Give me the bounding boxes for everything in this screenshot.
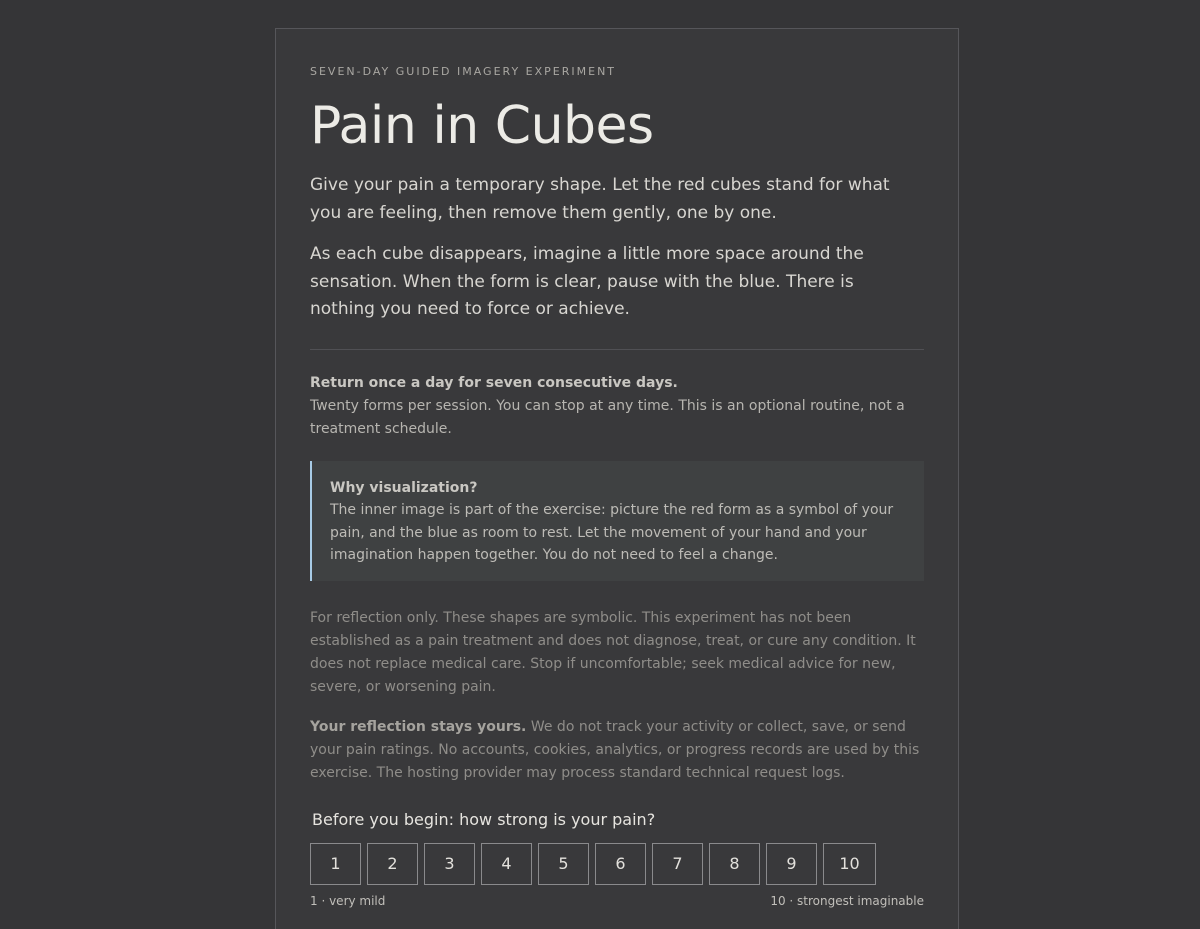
callout-body: The inner image is part of the exercise: picture the red form as a symbol of your pain, and the blue as room to rest. Let the movement of your hand and your imagination happen together. You do not need to feel a change. bbox=[330, 502, 894, 563]
schedule-note bbox=[310, 372, 924, 441]
pain-rating-button-10[interactable]: 10 bbox=[823, 843, 876, 885]
eyebrow-label: SEVEN-DAY GUIDED IMAGERY EXPERIMENT bbox=[310, 65, 617, 78]
schedule-heading: Return once a day for seven consecutive days. bbox=[310, 374, 678, 391]
visualization-callout bbox=[310, 461, 924, 581]
disclaimer-text: For reflection only. These shapes are symbolic. This experiment has not been established as a pain treatment and does not diagnose, treat, or cure any condition. It does not replace medical care. Stop if uncomfortable; seek medical advice for new, severe, or worsening pain. bbox=[310, 609, 916, 695]
pain-rating-button-5[interactable]: 5 bbox=[538, 843, 589, 885]
pain-rating-button-1[interactable]: 1 bbox=[310, 843, 361, 885]
rating-low-label: 1 · very mild bbox=[310, 893, 386, 908]
privacy-body: We do not track your activity or collect, save, or send your pain ratings. No accounts, cookies, analytics, or progress records are used by this exercise. The hosting provider may process standard technical request logs. bbox=[310, 718, 920, 781]
pain-rating-button-8[interactable]: 8 bbox=[709, 843, 760, 885]
pain-rating-button-4[interactable]: 4 bbox=[481, 843, 532, 885]
pain-rating-button-2[interactable]: 2 bbox=[367, 843, 418, 885]
page-title: Pain in Cubes bbox=[310, 96, 654, 156]
pain-rating-button-9[interactable]: 9 bbox=[766, 843, 817, 885]
section-divider bbox=[310, 349, 924, 350]
privacy-heading: Your reflection stays yours. bbox=[310, 718, 527, 735]
callout-heading: Why visualization? bbox=[330, 479, 478, 496]
schedule-body: Twenty forms per session. You can stop at any time. This is an optional routine, not a treatment schedule. bbox=[310, 397, 905, 437]
rating-scale-legend bbox=[310, 894, 924, 908]
intro-paragraph-2: As each cube disappears, imagine a little more space around the sensation. When the form is clear, pause with the blue. There is nothing you need to force or achieve. bbox=[310, 244, 864, 319]
pain-rating-button-3[interactable]: 3 bbox=[424, 843, 475, 885]
pain-rating-button-6[interactable]: 6 bbox=[595, 843, 646, 885]
intro-paragraph-1: Give your pain a temporary shape. Let the red cubes stand for what you are feeling, then remove them gently, one by one. bbox=[310, 175, 890, 223]
pain-rating-scale bbox=[310, 843, 924, 885]
rating-high-label: 10 · strongest imaginable bbox=[770, 893, 924, 908]
experiment-card bbox=[275, 28, 959, 929]
pain-rating-button-7[interactable]: 7 bbox=[652, 843, 703, 885]
privacy-note bbox=[310, 716, 924, 785]
rating-question: Before you begin: how strong is your pain? bbox=[312, 809, 656, 829]
